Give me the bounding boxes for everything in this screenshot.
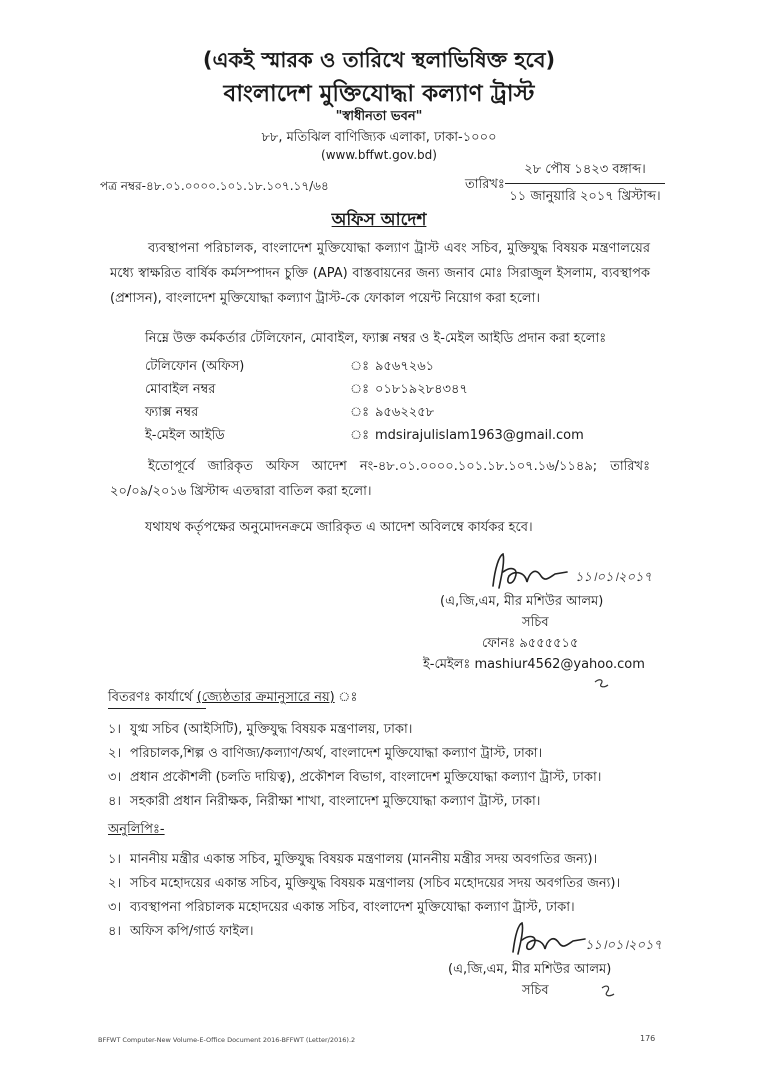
contact-value-email: mdsirajulislam1963@gmail.com [375, 428, 584, 443]
paragraph-appointment: ব্যবস্থাপনা পরিচালক, বাংলাদেশ মুক্তিযোদ্ধা কল্যাণ ট্রাস্ট এবং সচিব, মুক্তিযুদ্ধ বিষয়ক মন্ত্রণালয়ের মধ্যে স্বাক্ষরিত বার্ষিক কর্মসম্পাদন চুক্তি (APA) বাস্তবায়নের জন্য জনাব মোঃ সিরাজুল ইসলাম, ব্যবস্থাপক (প্রশাসন), বাংলাদেশ মুক্তিযোদ্ধা কল্যাণ ট্রাস্ট-কে ফোকাল পয়েন্ট নিয়োগ করা হলো। [110, 241, 650, 306]
distribution-heading-prefix: বিতরণঃ কার্যার্থে [108, 690, 197, 705]
date-block [505, 160, 665, 208]
distribution-underline [108, 708, 206, 709]
contact-label: টেলিফোন (অফিস) [145, 359, 245, 374]
list-item-number: ৪। [108, 794, 122, 809]
distribution-heading-suffix: ঃ [334, 690, 358, 705]
signature2-handwritten-date: ১১।০১।২০১৭ [585, 938, 662, 953]
paragraph-contact-intro: নিম্নে উক্ত কর্মকর্তার টেলিফোন, মোবাইল, ফ্যাক্স নম্বর ও ই-মেইল আইডি প্রদান করা হলোঃ [145, 331, 607, 346]
contact-row [145, 424, 584, 447]
contact-value: ৯৫৬৭২৬১ [375, 359, 435, 374]
list-item-text: মাননীয় মন্ত্রীর একান্ত সচিব, মুক্তিযুদ্ধ বিষয়ক মন্ত্রণালয় (মাননীয় মন্ত্রীর সদয় অবগতির জন্য)। [130, 852, 598, 867]
list-item-number: ৩। [108, 770, 122, 785]
contact-row [145, 355, 584, 378]
building-name: "স্বাধীনতা ভবন" [335, 109, 423, 124]
list-item-number: ৪। [108, 924, 122, 939]
signatory2-designation: সচিব [522, 983, 549, 998]
list-item-text: সহকারী প্রধান নিরীক্ষক, নিরীক্ষা শাখা, বাংলাদেশ মুক্তিযোদ্ধা কল্যাণ ট্রাস্ট, ঢাকা। [130, 794, 541, 809]
copies-heading-text: অনুলিপিঃ- [108, 822, 165, 837]
list-item-number: ১। [108, 852, 122, 867]
header-note: (একই স্মারক ও তারিখে স্থলাভিষিক্ত হবে) [202, 48, 556, 72]
document-title-text: অফিস আদেশ [331, 210, 427, 230]
org-name: বাংলাদেশ মুক্তিযোদ্ধা কল্যাণ ট্রাস্ট [223, 81, 535, 107]
copies-heading [108, 820, 165, 841]
contact-row [145, 378, 584, 401]
initial-mark [592, 676, 612, 692]
list-item-text: পরিচালক,শিল্প ও বাণিজ্য/কল্যাণ/অর্থ, বাংলাদেশ মুক্তিযোদ্ধা কল্যাণ ট্রাস্ট, ঢাকা। [130, 746, 543, 761]
contact-separator: ঃ [350, 359, 370, 374]
list-item-text: সচিব মহোদয়ের একান্ত সচিব, মুক্তিযুদ্ধ বিষয়ক মন্ত্রণালয় (সচিব মহোদয়ের সদয় অবগতির জন্য)। [130, 876, 621, 891]
contact-label: ফ্যাক্স নম্বর [145, 405, 199, 420]
list-item-text: অফিস কপি/গার্ড ফাইল। [130, 924, 254, 939]
contact-row [145, 401, 584, 424]
contact-separator: ঃ [350, 428, 370, 443]
signatory-designation: সচিব [522, 615, 549, 630]
distribution-list [108, 718, 601, 814]
list-item-text: প্রধান প্রকৌশলী (চলতি দায়িত্ব), প্রকৌশল বিভাগ, বাংলাদেশ মুক্তিযোদ্ধা কল্যাণ ট্রাস্ট, ঢাকা। [130, 770, 602, 785]
date-english: ১১ জানুয়ারি ২০১৭ খ্রিস্টাব্দ। [509, 189, 661, 204]
distribution-heading-note: (জ্যেষ্ঠতার ক্রমানুসারে নয়) [196, 690, 335, 705]
contact-label: মোবাইল নম্বর [145, 382, 216, 397]
address: ৮৮, মতিঝিল বাণিজ্যিক এলাকা, ঢাকা-১০০০ [261, 130, 497, 145]
list-item [108, 848, 620, 872]
list-item [108, 896, 620, 920]
contact-value: ৯৫৬২২৫৮ [375, 405, 435, 420]
website: (www.bffwt.gov.bd) [321, 148, 437, 162]
list-item-number: ৩। [108, 900, 122, 915]
contact-separator: ঃ [350, 382, 370, 397]
initial-mark [598, 982, 618, 1002]
contact-table [145, 355, 584, 447]
signature-handwritten-date: ১১।০১।২০১৭ [575, 570, 652, 585]
signatory-email: ই-মেইলঃ mashiur4562@yahoo.com [423, 657, 645, 672]
list-item-number: ২। [108, 746, 122, 761]
date-label: তারিখঃ [465, 177, 505, 192]
list-item-text: যুগ্ম সচিব (আইসিটি), মুক্তিযুদ্ধ বিষয়ক মন্ত্রণালয়, ঢাকা। [130, 722, 413, 737]
contact-value: ০১৮১৯২৮৪৩৪৭ [375, 382, 468, 397]
document-title [0, 207, 758, 235]
list-item [108, 872, 620, 896]
list-item [108, 718, 601, 742]
contact-label: ই-মেইল আইডি [145, 428, 225, 443]
list-item [108, 790, 601, 814]
signatory-name: (এ,জি,এম, মীর মশিউর আলম) [440, 594, 604, 609]
distribution-heading [108, 688, 357, 709]
signatory2-name: (এ,জি,এম, মীর মশিউর আলম) [448, 962, 612, 977]
paragraph-effective: যথাযথ কর্তৃপক্ষের অনুমোদনক্রমে জারিকৃত এ আদেশ অবিলম্বে কার্যকর হবে। [145, 520, 533, 535]
paragraph-cancellation: ইতোপূর্বে জারিকৃত অফিস আদেশ নং-৪৮.০১.০০০০.১০১.১৮.১০৭.১৬/১১৪৯; তারিখঃ ২০/০৯/২০১৬ খ্রিস্টাব্দ এতদ্বারা বাতিল করা হলো। [110, 459, 650, 499]
memo-number: পত্র নম্বর-৪৮.০১.০০০০.১০১.১৮.১০৭.১৭/৬৪ [100, 179, 329, 193]
list-item-number: ২। [108, 876, 122, 891]
page-number: 176 [640, 1034, 656, 1043]
footer-file-path: BFFWT Computer-New Volume-E-Office Document 2016-BFFWT (Letter/2016).2 [98, 1036, 356, 1044]
signatory-phone: ফোনঃ ৯৫৫৫৫১৫ [482, 636, 579, 651]
list-item-text: ব্যবস্থাপনা পরিচালক মহোদয়ের একান্ত সচিব, বাংলাদেশ মুক্তিযোদ্ধা কল্যাণ ট্রাস্ট, ঢাকা। [130, 900, 575, 915]
list-item-number: ১। [108, 722, 122, 737]
date-bangla: ২৮ পৌষ ১৪২৩ বঙ্গাব্দ। [505, 160, 665, 184]
contact-separator: ঃ [350, 405, 370, 420]
list-item [108, 742, 601, 766]
list-item [108, 766, 601, 790]
